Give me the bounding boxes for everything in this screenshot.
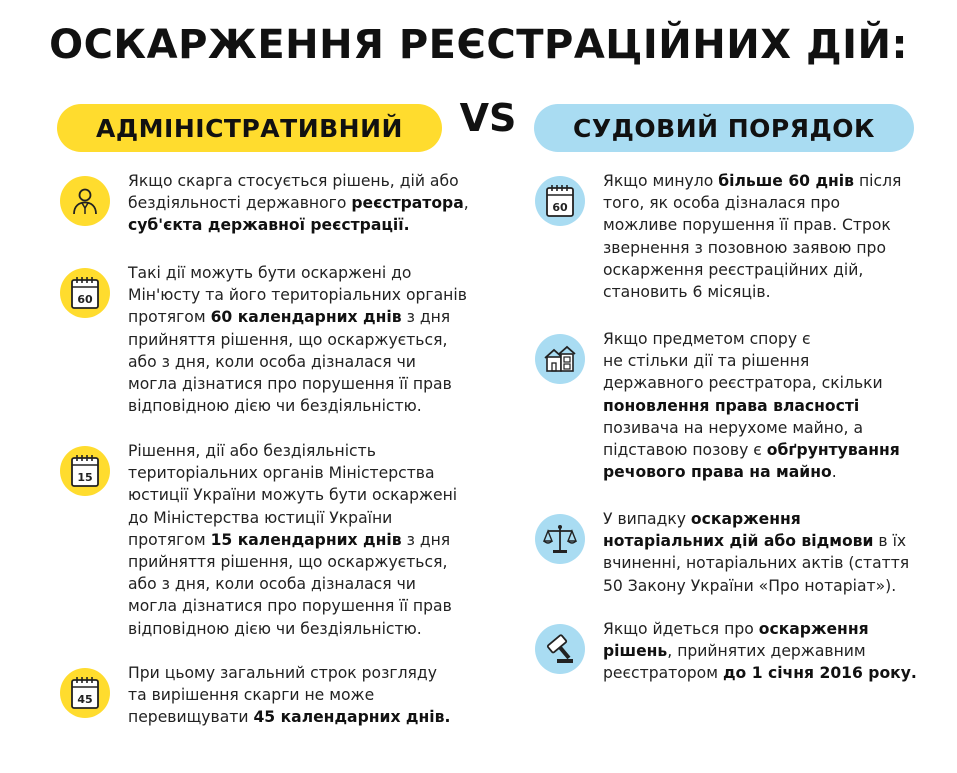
calendar-icon [60,446,110,496]
judicial-item-60-days [535,170,901,303]
text-line [603,552,909,574]
text-segment: або з дня, коли особа дізналася чи [128,352,416,371]
text-line [603,328,900,350]
text-segment: звернення з позовною заявою про [603,238,886,257]
text-line [603,461,900,483]
bold-text: суб'єкта державної реєстрації. [128,216,410,235]
text-line [128,595,457,617]
bold-text: до 1 січня 2016 року. [722,664,917,683]
text-line [128,618,457,640]
text-segment: вчиненні, нотаріальних актів (стаття [603,554,910,573]
text-segment: могла дізнатися про порушення її прав [128,597,452,616]
text-segment: Якщо скарга стосується рішень, дій або [128,172,459,190]
bold-text: 15 календарних днів [210,530,402,549]
text-segment: відповідною дією чи бездіяльністю. [128,397,422,416]
administrative-header: АДМІНІСТРАТИВНИЙ [57,104,442,152]
text-segment: Мін'юсту та його територіальних органів [128,286,467,305]
text-segment: Рішення, дії або бездіяльність [128,442,376,460]
text-line [128,373,467,395]
judicial-item-text [603,328,900,483]
calendar-number: 60 [552,201,568,214]
house-icon [535,334,585,384]
text-line [128,507,457,529]
text-line [128,395,467,417]
admin-item-text [128,170,469,237]
text-line [128,662,450,684]
text-line [128,351,467,373]
bold-text: поновлення права власності [603,396,860,415]
text-line [128,684,450,706]
bold-text: більше 60 днів [718,172,855,190]
text-segment: , прийнятих державним [667,642,866,661]
text-segment: прийняття рішення, що оскаржується, [128,553,448,572]
calendar-number: 45 [77,693,93,706]
bold-text: нотаріальних дій або відмови [603,532,874,551]
bold-text: рішень [603,642,668,661]
text-segment: не стільки дії та рішення [603,352,810,371]
text-line [128,551,457,573]
text-line [128,214,469,236]
text-segment: підставою позову є [603,441,767,460]
bold-text: оскарження [758,620,869,638]
text-line [128,192,469,214]
text-line [128,440,457,462]
text-segment: до Міністерства юстиції України [128,508,393,527]
text-line [128,306,467,328]
bold-text: речового права на майно [603,463,832,482]
admin-item-text [128,440,457,640]
judicial-item-text [603,170,901,303]
text-segment: відповідною дією чи бездіяльністю. [128,619,422,638]
text-line [603,640,917,662]
bold-text: 45 календарних днів. [253,708,451,727]
text-segment: 50 Закону України «Про нотаріат»). [603,576,897,595]
bold-text: оскарження [690,510,801,528]
judicial-item-text [603,508,909,597]
text-segment: прийняття рішення, що оскаржується, [128,330,448,349]
text-line [128,529,457,551]
text-line [128,262,467,284]
judicial-item-notary [535,508,909,597]
text-line [603,281,901,303]
text-line [603,662,917,684]
text-line [603,530,909,552]
text-segment: У випадку [603,510,691,528]
admin-item-registrar [60,170,469,237]
text-segment: з дня [401,308,451,327]
text-line [603,170,901,192]
text-segment: з дня [401,530,451,549]
text-line [603,259,901,281]
calendar-icon [60,268,110,318]
text-segment: юстиції України можуть бути оскаржені [128,486,458,505]
text-line [128,573,457,595]
text-line [603,417,900,439]
text-segment: , [463,194,469,213]
calendar-number: 15 [77,471,93,484]
judicial-item-text [603,618,917,685]
text-segment: після [854,172,902,190]
text-segment: становить 6 місяців. [603,283,771,302]
person-icon [60,176,110,226]
judicial-item-property [535,328,900,483]
text-segment: того, як особа дізналася про [603,194,841,213]
judicial-item-before-2016 [535,618,917,685]
text-line [603,192,901,214]
text-segment: При цьому загальний строк розгляду [128,664,437,682]
text-line [128,329,467,351]
text-segment: протягом [128,308,211,327]
text-segment: позивача на нерухоме майно, а [603,418,863,437]
text-line [603,575,909,597]
admin-item-text [128,262,467,417]
text-line [603,214,901,236]
text-segment: бездіяльності державного [128,194,352,213]
calendar-icon [535,176,585,226]
admin-item-60-days [60,262,467,417]
text-line [603,395,900,417]
text-segment: в їх [873,532,907,551]
vs-label: VS [459,96,517,140]
text-segment: оскарження реєстраційних дій, [603,260,864,279]
text-segment: перевищувати [128,708,254,727]
text-segment: можливе порушення її прав. Строк [603,216,891,235]
text-segment: Якщо йдеться про [603,620,759,638]
admin-item-15-days [60,440,457,640]
text-segment: Якщо предметом спору є [603,330,811,348]
text-segment: територіальних органів Міністерства [128,464,435,483]
admin-item-text [128,662,450,729]
calendar-number: 60 [77,293,93,306]
judicial-header: СУДОВИЙ ПОРЯДОК [534,104,914,152]
bold-text: реєстратора [351,194,464,213]
bold-text: обґрунтування [766,441,900,460]
text-line [603,439,900,461]
text-segment: та вирішення скарги не може [128,686,375,705]
bold-text: 60 календарних днів [210,308,402,327]
text-segment: . [831,463,837,482]
text-segment: могла дізнатися про порушення її прав [128,375,452,394]
text-line [128,706,450,728]
text-line [603,372,900,394]
text-segment: або з дня, коли особа дізналася чи [128,575,416,594]
text-segment: реєстратором [603,664,723,683]
gavel-icon [535,624,585,674]
scales-icon [535,514,585,564]
text-segment: протягом [128,530,211,549]
text-line [128,170,469,192]
text-line [603,508,909,530]
text-segment: Такі дії можуть бути оскаржені до [128,264,412,282]
text-line [128,284,467,306]
page-title: ОСКАРЖЕННЯ РЕЄСТРАЦІЙНИХ ДІЙ: [49,22,908,68]
text-line [128,462,457,484]
text-segment: Якщо минуло [603,172,719,190]
admin-item-45-days [60,662,450,729]
text-line [603,350,900,372]
text-line [603,237,901,259]
text-line [128,484,457,506]
text-segment: державного реєстратора, скільки [603,374,883,393]
text-line [603,618,917,640]
calendar-icon [60,668,110,718]
